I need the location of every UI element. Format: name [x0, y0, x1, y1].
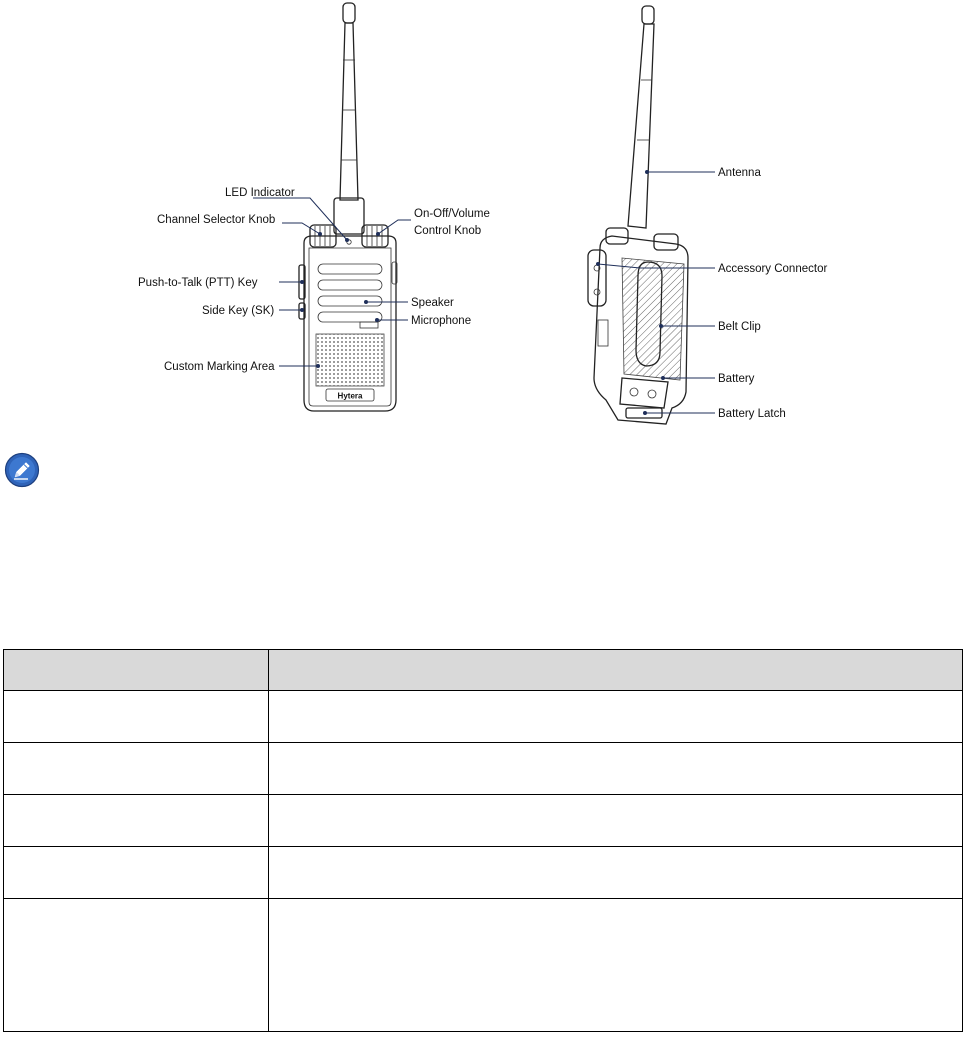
custom-marking-area [316, 334, 384, 386]
brand-plate-text: Hytera [337, 391, 363, 401]
table-header-cell [4, 650, 269, 691]
back-antenna [628, 6, 654, 228]
accessory-connector [588, 250, 606, 306]
table-header-cell [269, 650, 963, 691]
table-row [4, 847, 963, 899]
front-callouts [138, 187, 490, 373]
led-indicator-label: LED Indicator [225, 187, 295, 199]
table-row [4, 743, 963, 795]
speaker-slots [318, 264, 382, 322]
microphone-port [360, 322, 378, 328]
microphone-label: Microphone [411, 315, 472, 327]
custom-marking-area-label: Custom Marking Area [164, 361, 275, 373]
table-cell [269, 795, 963, 847]
parts-table [3, 649, 963, 1032]
table-cell [269, 743, 963, 795]
side-key-label: Side Key (SK) [202, 305, 275, 317]
battery-label: Battery [718, 373, 755, 385]
table-cell [269, 899, 963, 1032]
accessory-connector-label: Accessory Connector [718, 263, 828, 275]
table-cell [4, 899, 269, 1032]
antenna-label: Antenna [718, 167, 761, 179]
belt-clip-label: Belt Clip [718, 321, 761, 333]
table-header-row [4, 650, 963, 691]
table-cell [4, 691, 269, 743]
battery-pack [620, 378, 668, 408]
on-off-volume-label-line2: Control Knob [414, 225, 482, 237]
front-radio-illustration [299, 3, 397, 411]
table-row [4, 691, 963, 743]
channel-selector-knob-label: Channel Selector Knob [157, 214, 276, 226]
radio-figure [0, 0, 966, 440]
table-cell [4, 743, 269, 795]
table-cell [4, 847, 269, 899]
front-antenna [334, 3, 364, 234]
battery-latch-label: Battery Latch [718, 408, 786, 420]
table-cell [269, 847, 963, 899]
ptt-key-label: Push-to-Talk (PTT) Key [138, 277, 258, 289]
table-cell [269, 691, 963, 743]
table-row [4, 795, 963, 847]
table-cell [4, 795, 269, 847]
back-radio-illustration [588, 6, 688, 424]
on-off-volume-label-line1: On-Off/Volume [414, 208, 490, 220]
speaker-label: Speaker [411, 297, 454, 309]
table-row [4, 899, 963, 1032]
pencil-note-icon [4, 452, 40, 488]
